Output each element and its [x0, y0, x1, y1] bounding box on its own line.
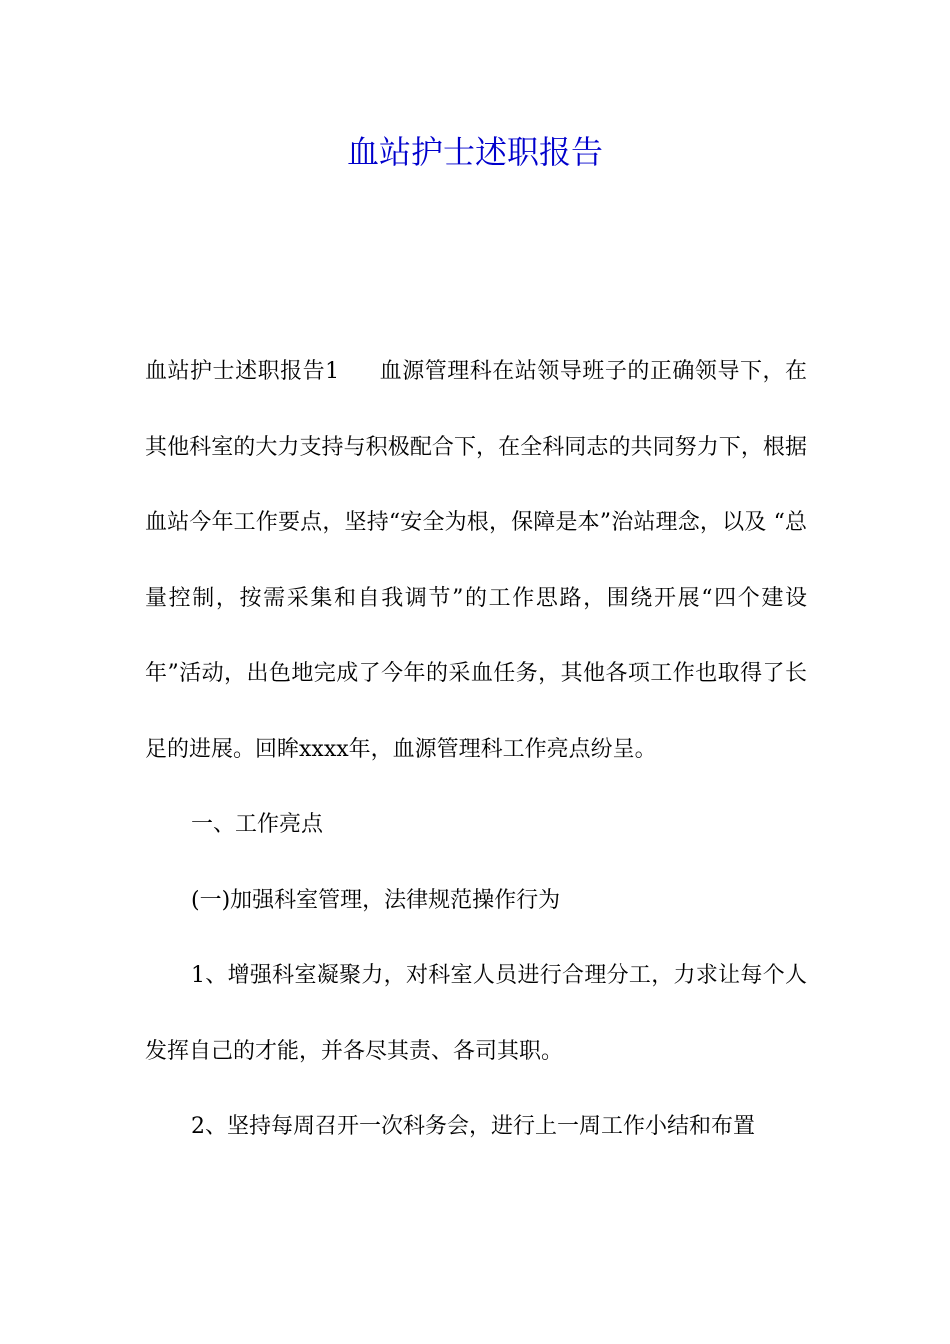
intro-paragraph [145, 334, 807, 787]
subsection-heading: (一)加强科室管理，法律规范操作行为 [191, 887, 561, 913]
list-item-2: 2、坚持每周召开一次科务会，进行上一周工作小结和布置 [191, 1114, 755, 1139]
document-body [145, 334, 807, 1165]
section-heading: 一、工作亮点 [191, 812, 324, 837]
list-item-1: 1、增强科室凝聚力，对科室人员进行合理分工，力求让每个人发挥自己的才能，并各尽其责、各司其职。 [145, 963, 807, 1064]
intro-text: 血源管理科在站领导班子的正确领导下，在其他科室的大力支持与积极配合下，在全科同志的共同努力下，根据血站今年工作要点，坚持“安全为根，保障是本”治站理念，以及 “总量控制，按需采集和自我调节”的工作思路，围绕开展“四个建设年”活动，出色地完成了今年的采血任务，其他各项工作也取得了长足的进展。回眸xxxx年，血源管理科工作亮点纷呈。 [145, 359, 807, 762]
intro-lead: 血站护士述职报告1 [145, 359, 340, 384]
document-title: 血站护士述职报告 [346, 133, 603, 171]
